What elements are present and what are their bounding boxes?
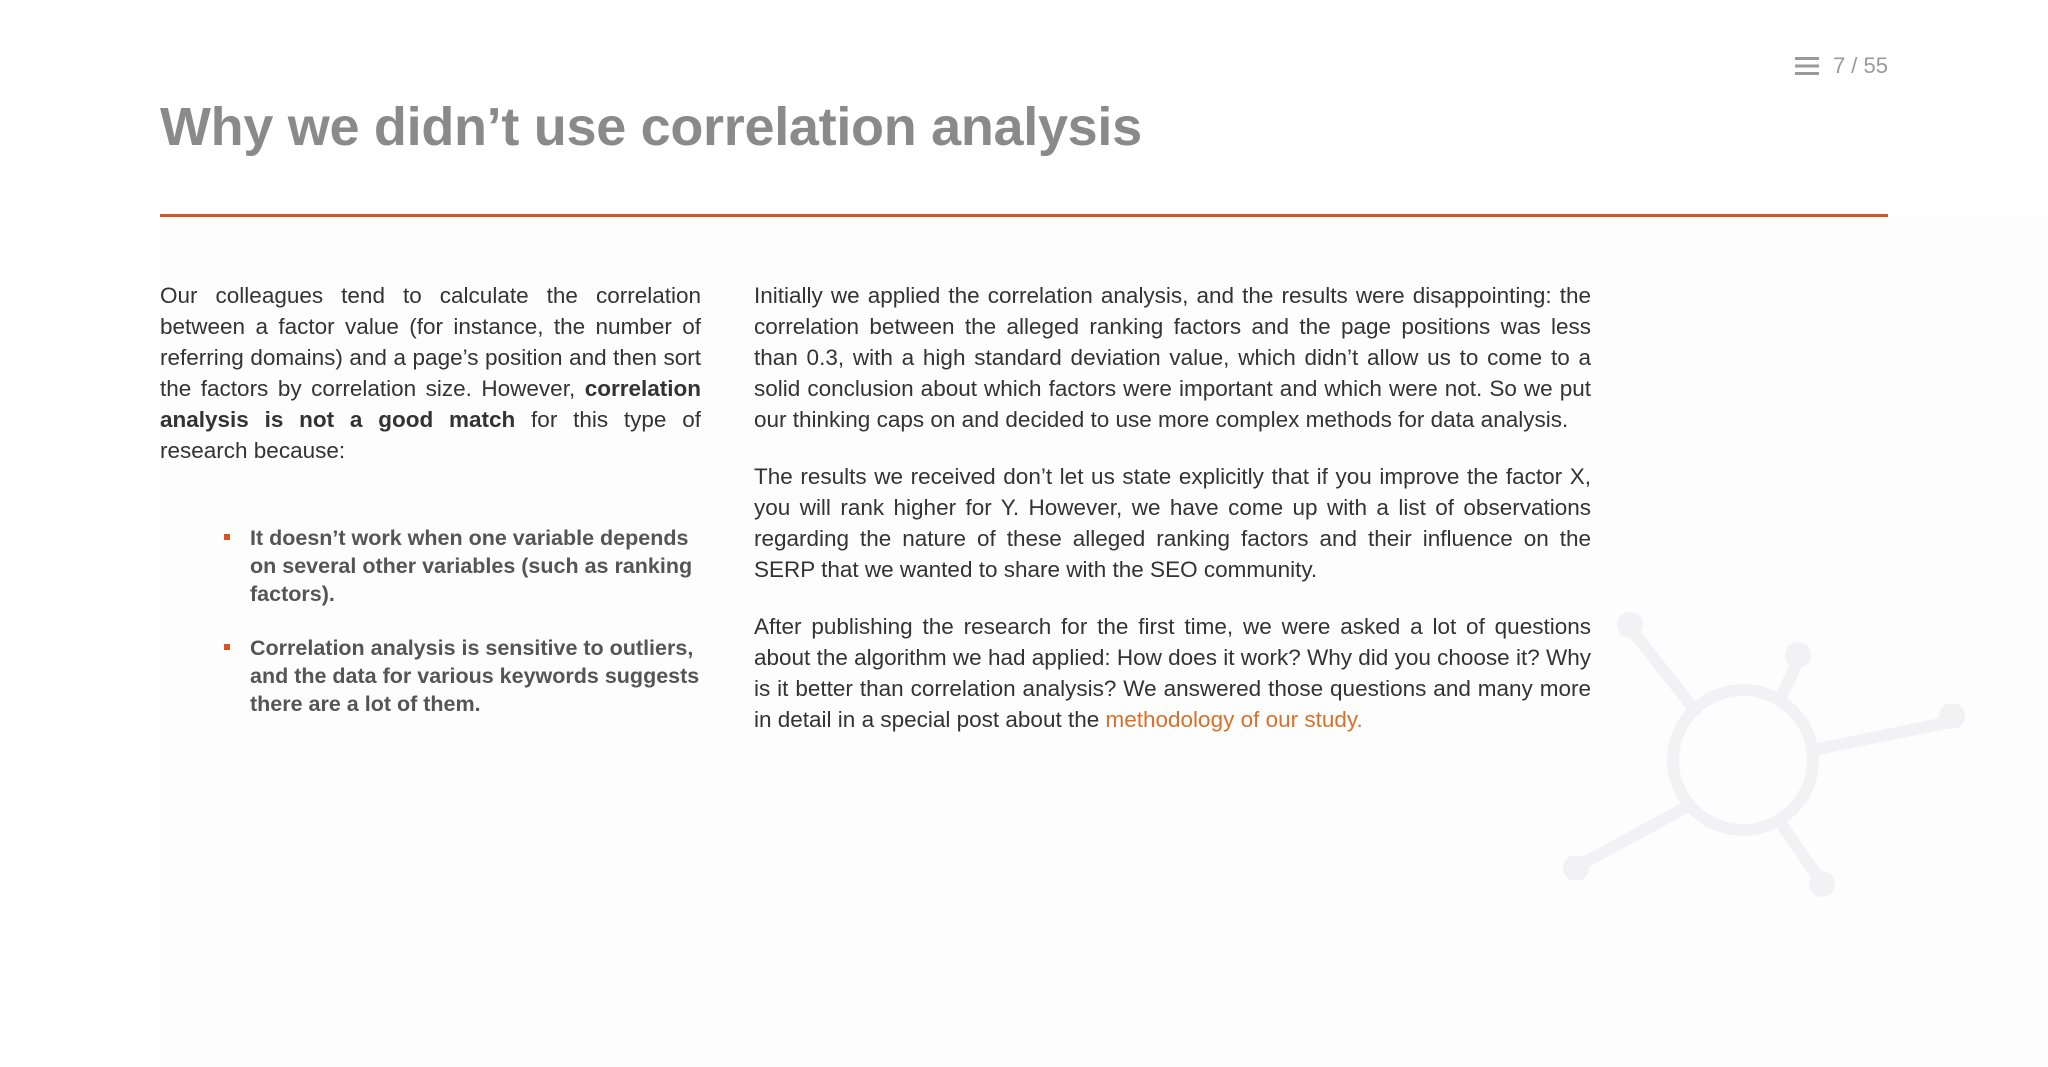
paragraph-2: The results we received don’t let us state explicitly that if you improve the factor X, you will rank higher for Y. However, we have come up with a list of observations regarding the nature of these alleged ranking factors and their influence on the SERP that we wanted to share with the SEO community.	[754, 464, 1591, 582]
list-item	[222, 524, 701, 608]
intro-paragraph	[160, 280, 701, 466]
slide-title: Why we didn’t use correlation analysis	[160, 97, 1142, 157]
intro-text-end: for this type of research because:	[160, 407, 701, 463]
methodology-link[interactable]: methodology of our study.	[1105, 707, 1363, 732]
reasons-list	[222, 524, 701, 744]
right-column	[754, 280, 1591, 761]
intro-bold-text: correlation analysis is not a good match	[160, 376, 701, 432]
title-divider	[160, 214, 1888, 217]
list-item-text: Correlation analysis is sensitive to outliers, and the data for various keywords suggests there are a lot of them.	[250, 636, 700, 716]
bullet-square-icon	[224, 534, 230, 540]
bullet-square-icon	[224, 644, 230, 650]
intro-text: Our colleagues tend to calculate the correlation between a factor value (for instance, the number of referring domains) and a page’s position and then sort the factors by correlation size. However,	[160, 283, 701, 401]
paragraph-3	[754, 611, 1591, 735]
list-item	[222, 634, 701, 718]
slide-navigation	[1795, 52, 1888, 80]
page-indicator: 7 / 55	[1832, 53, 1888, 78]
paragraph-3-text: After publishing the research for the first time, we were asked a lot of questions about the algorithm we had applied: How does it work? Why did you choose it? Why is it better than correlation analysis? We answered those questions and many more in detail in a special post about the	[754, 614, 1591, 732]
paragraph-1: Initially we applied the correlation analysis, and the results were disappointing: the correlation between the alleged ranking factors and the page positions was less than 0.3, with a high standard deviation value, which didn’t allow us to come to a solid conclusion about which factors were important and which were not. So we put our thinking caps on and decided to use more complex methods for data analysis.	[754, 283, 1591, 432]
list-item-text: It doesn’t work when one variable depends on several other variables (such as ranking factors).	[250, 526, 693, 606]
left-column	[160, 280, 701, 466]
hamburger-menu-icon[interactable]	[1795, 55, 1819, 77]
